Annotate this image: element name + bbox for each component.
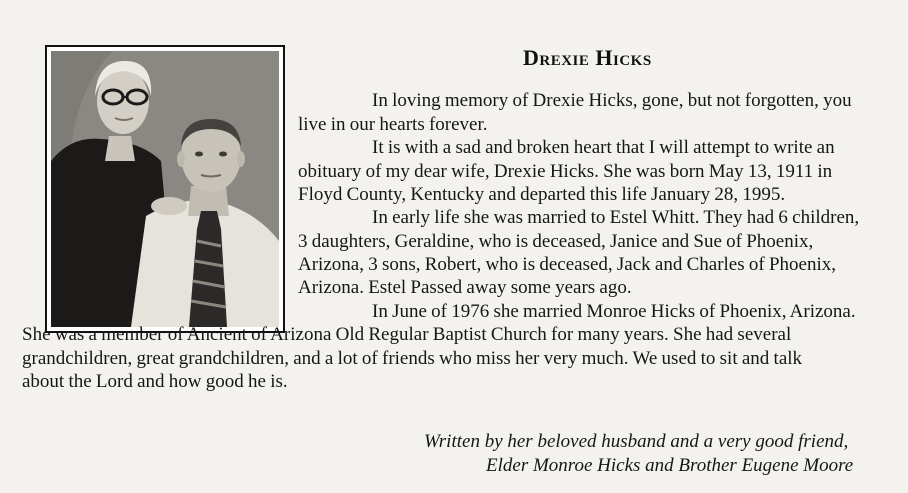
paragraph-2-line-3: Floyd County, Kentucky and departed this life January 28, 1995. bbox=[298, 184, 786, 205]
paragraph-2-line-2: obituary of my dear wife, Drexie Hicks. She was born May 13, 1911 in bbox=[298, 161, 833, 182]
couple-portrait-image bbox=[51, 51, 279, 327]
paragraph-4-line-2: She was a member of Ancient of Arizona Old Regular Baptist Church for many years. She had several bbox=[22, 324, 792, 345]
portrait-photo-frame bbox=[45, 45, 285, 333]
signature-line-1: Written by her beloved husband and a very good friend, bbox=[424, 431, 849, 452]
paragraph-4-line-1: In June of 1976 she married Monroe Hicks of Phoenix, Arizona. bbox=[372, 301, 856, 322]
paragraph-1-line-2: live in our hearts forever. bbox=[298, 114, 488, 135]
obituary-title: Drexie Hicks bbox=[523, 45, 652, 70]
portrait-photo bbox=[51, 51, 279, 327]
paragraph-1-line-1: In loving memory of Drexie Hicks, gone, but not forgotten, you bbox=[372, 90, 852, 111]
paragraph-4-line-4: about the Lord and how good he is. bbox=[22, 371, 288, 392]
signature-line-2: Elder Monroe Hicks and Brother Eugene Moore bbox=[486, 455, 854, 476]
paragraph-3-line-1: In early life she was married to Estel Whitt. They had 6 children, bbox=[372, 207, 860, 228]
paragraph-3-line-4: Arizona. Estel Passed away some years ago. bbox=[298, 277, 632, 298]
paragraph-4-line-3: grandchildren, great grandchildren, and a lot of friends who miss her very much. We used to sit and talk bbox=[22, 348, 803, 369]
paragraph-3-line-3: Arizona, 3 sons, Robert, who is deceased, Jack and Charles of Phoenix, bbox=[298, 254, 836, 275]
paragraph-2-line-1: It is with a sad and broken heart that I will attempt to write an bbox=[372, 137, 835, 158]
paragraph-3-line-2: 3 daughters, Geraldine, who is deceased, Janice and Sue of Phoenix, bbox=[298, 231, 814, 252]
